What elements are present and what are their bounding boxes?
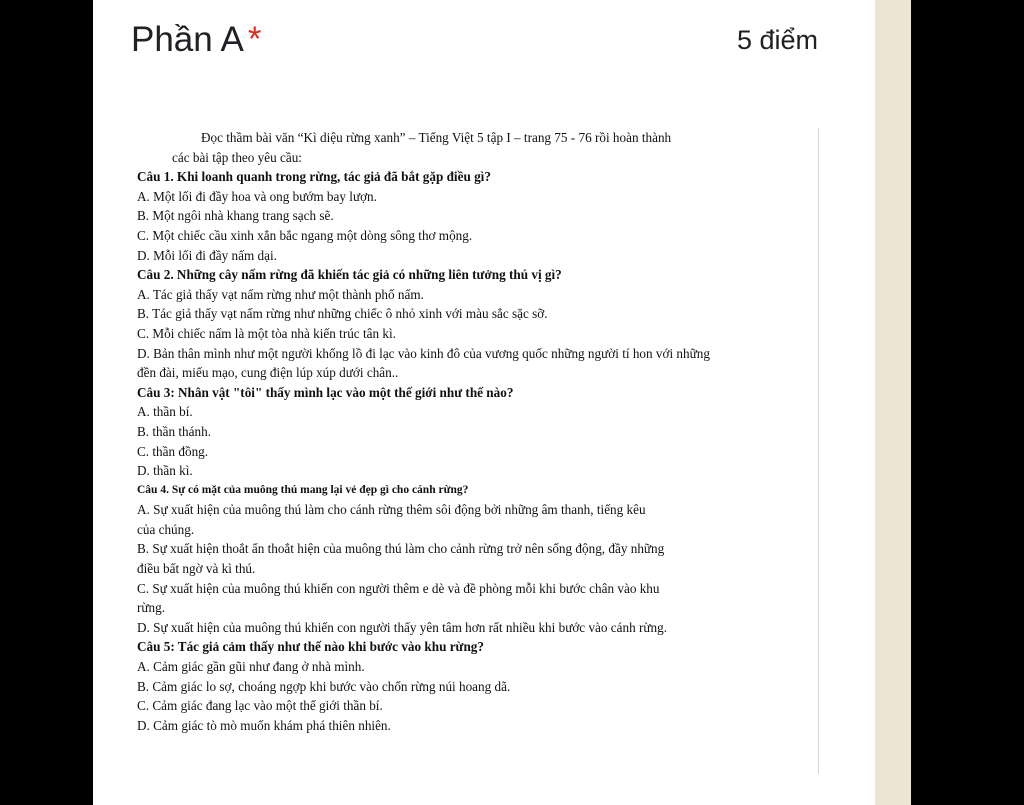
question-4-option-d: D. Sự xuất hiện của muông thú khiến con người thấy yên tâm hơn rất nhiều khi bước vào cánh rừng. [137,619,668,635]
points-label: 5 điểm [736,25,818,55]
question-2-title: Câu 2. Những cây nấm rừng đã khiến tác giả có những liên tưởng thú vị gì? [137,267,562,283]
question-2-option-a: A. Tác giả thấy vạt nấm rừng như một thành phố nấm. [137,286,424,302]
question-5-option-c: C. Cảm giác đang lạc vào một thế giới thần bí. [137,698,383,714]
question-4-option-a: A. Sự xuất hiện của muông thú làm cho cánh rừng thêm sôi động bởi những âm thanh, tiếng kêu [137,502,646,518]
question-2-option-d: D. Bản thân mình như một người khổng lồ đi lạc vào kinh đô của vương quốc những người tí hon với những [137,345,710,361]
form-question-card [93,0,875,805]
question-3-title: Câu 3: Nhân vật "tôi" thấy mình lạc vào một thế giới như thế nào? [137,384,514,400]
document-border-line [818,128,819,774]
question-1-title: Câu 1. Khi loanh quanh trong rừng, tác giả đã bắt gặp điều gì? [137,169,491,185]
question-1-option-d: D. Mỗi lối đi đầy nấm dại. [137,247,277,263]
question-4-option-b-cont: điều bất ngờ và kì thú. [137,561,256,577]
question-4-option-c: C. Sự xuất hiện của muông thú khiến con người thêm e dè và đề phòng mỗi khi bước chân vào khu [137,580,660,596]
section-title [131,18,262,62]
question-4-option-c-cont: rừng. [137,600,166,616]
document-text [137,128,797,735]
section-title-text: Phần A [131,20,244,59]
question-4-title: Câu 4. Sự có mặt của muông thú mang lại vẻ đẹp gì cho cánh rừng? [137,483,469,496]
question-5-title: Câu 5: Tác giả cảm thấy như thế nào khi bước vào khu rừng? [137,639,484,655]
required-marker: * [247,20,262,59]
question-5-option-d: D. Cảm giác tò mò muốn khám phá thiên nhiên. [137,717,391,733]
question-5-option-b: B. Cảm giác lo sợ, choáng ngợp khi bước vào chốn rừng núi hoang dã. [137,678,511,694]
question-1-option-c: C. Một chiếc cầu xinh xắn bắc ngang một dòng sông thơ mộng. [137,227,473,243]
question-3-option-c: C. thần đồng. [137,443,209,459]
question-2-option-b: B. Tác giả thấy vạt nấm rừng như những chiếc ô nhỏ xinh với màu sắc sặc sỡ. [137,306,548,322]
question-2-option-c: C. Mỗi chiếc nấm là một tòa nhà kiến trúc tân kì. [137,325,396,341]
question-1-option-b: B. Một ngôi nhà khang trang sạch sẽ. [137,208,334,224]
question-1-option-a: A. Một lối đi đầy hoa và ong bướm bay lượn. [137,188,377,204]
question-3-option-d: D. thần kì. [137,463,193,479]
question-3-option-a: A. thần bí. [137,404,193,420]
intro-line: Đọc thầm bài văn “Kì diệu rừng xanh” – Tiếng Việt 5 tập I – trang 75 - 76 rồi hoàn thành [201,130,672,145]
question-4-option-a-cont: của chúng. [137,521,195,537]
question-document-image [137,128,819,774]
question-5-option-a: A. Cảm giác gần gũi như đang ở nhà mình. [137,659,365,675]
question-3-option-b: B. thần thánh. [137,423,211,439]
question-4-option-b: B. Sự xuất hiện thoắt ẩn thoắt hiện của muông thú làm cho cảnh rừng trở nên sống động, đầy những [137,541,665,557]
intro-line: các bài tập theo yêu cầu: [172,149,302,165]
right-margin-panel [875,0,911,805]
question-2-option-d-cont: đền đài, miếu mạo, cung điện lúp xúp dưới chân.. [137,365,399,381]
